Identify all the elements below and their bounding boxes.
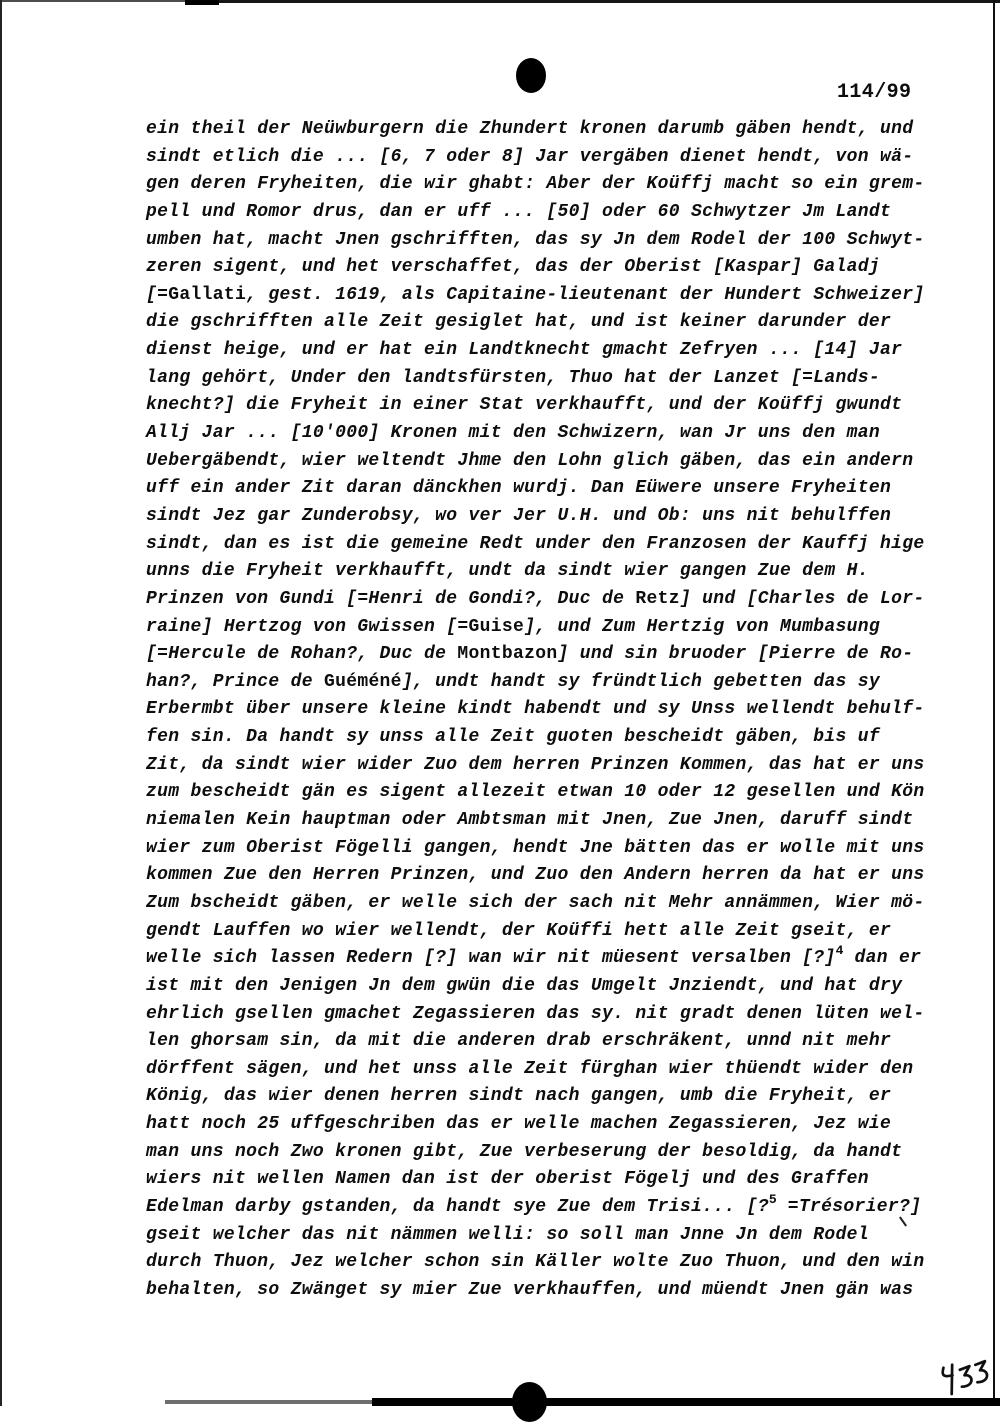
footnote-superscript: 5	[768, 1191, 777, 1207]
punch-hole-bottom-icon	[512, 1382, 547, 1422]
scan-edge-top-thick	[185, 0, 219, 5]
text-segment: niemalen Kein hauptman oder Ambtsman mit Jnen, Zue Jnen, daruff sindt	[146, 810, 914, 831]
text-segment: ], und Zum Hertzig von Mumbasung	[524, 616, 881, 637]
text-segment: die gschrifften alle Zeit gesiglet hat, und ist keiner darunder der	[146, 312, 892, 333]
text-line	[146, 669, 946, 697]
text-line	[146, 586, 946, 614]
text-line	[146, 337, 946, 365]
text-segment: Allj Jar ... [10'000] Kronen mit den Schwizern, wan Jr uns den man	[146, 423, 881, 444]
text-segment: sindt etlich die ... [6, 7 oder 8] Jar vergäben dienet hendt, von wä-	[146, 146, 914, 167]
text-segment: ], undt handt sy fründtlich gebetten das sy	[401, 671, 881, 692]
text-line	[146, 890, 946, 918]
text-line	[146, 779, 946, 807]
text-segment: durch Thuon, Jez welcher schon sin Käller wolte Zuo Thuon, und den win	[146, 1252, 925, 1273]
text-line	[146, 1191, 946, 1222]
text-line	[146, 1139, 946, 1167]
text-segment: ein theil der Neüwburgern die Zhundert kronen darumb gäben hendt, und	[146, 119, 914, 139]
punch-hole-top-icon	[516, 58, 546, 93]
text-segment: man uns noch Zwo kronen gibt, Zue verbeserung der besoldig, da handt	[146, 1141, 903, 1162]
handwritten-433-strokes	[936, 1356, 998, 1402]
scan-edge-right	[993, 0, 995, 1406]
text-segment: wier zum Oberist Fögelli gangen, hendt Jne bätten das er wolle mit uns	[146, 837, 925, 858]
text-line	[146, 752, 946, 780]
text-line	[146, 144, 946, 172]
scan-edge-top-dark	[185, 0, 1000, 3]
text-segment: len ghorsam sin, da mit die anderen drab erschräkent, unnd nit mehr	[146, 1031, 892, 1052]
text-segment: hatt noch 25 uffgeschriben das er welle machen Zegassieren, Jez wie	[146, 1114, 892, 1135]
text-line	[146, 420, 946, 448]
text-line	[146, 1083, 946, 1111]
text-segment: [=Hercule de Rohan?, Duc de	[146, 644, 458, 665]
scan-edge-bottom-gray	[165, 1400, 377, 1404]
text-segment: wiers nit wellen Namen dan ist der oberist Fögelj und des Graffen	[146, 1169, 869, 1190]
text-segment: sindt Jez gar Zunderobsy, wo ver Jer U.H. und Ob: uns nit behulffen	[146, 505, 892, 526]
text-line	[146, 696, 946, 724]
text-segment: dienst heige, und er hat ein Landtknecht gmacht Zefryen ... [14] Jar	[146, 340, 903, 361]
text-segment: Zum bscheidt gäben, er welle sich der sach nit Mehr annämmen, Wier mö-	[146, 892, 925, 913]
text-line	[146, 807, 946, 835]
text-segment: pell und Romor drus, dan er uff ... [50] oder 60 Schwytzer Jm Landt	[146, 201, 892, 222]
text-segment: König, das wier denen herren sindt nach gangen, umb die Fryheit, er	[146, 1086, 892, 1107]
text-segment: zeren sigent, und het verschaffet, das der Oberist [Kaspar] Galadj	[146, 257, 881, 278]
text-line	[146, 282, 946, 310]
text-line	[146, 1111, 946, 1139]
text-line	[146, 365, 946, 393]
text-segment: ] und sin bruoder [Pierre de Ro-	[557, 644, 914, 665]
text-line	[146, 1056, 946, 1084]
text-segment: , gest. 1619, als Capitaine-lieutenant der Hundert Schweizer]	[246, 284, 925, 305]
text-line	[146, 475, 946, 503]
text-line	[146, 1249, 946, 1277]
text-line	[146, 309, 946, 337]
text-line	[146, 641, 946, 669]
text-segment: gen deren Fryheiten, die wir ghabt: Aber der Koüffj macht so ein grem-	[146, 174, 925, 195]
text-line	[146, 1001, 946, 1029]
text-segment: Erbermbt über unsere kleine kindt habendt und sy Unss wellendt behulf-	[146, 699, 925, 720]
text-segment: han?, Prince de	[146, 671, 324, 692]
text-segment: welle sich lassen Redern [?] wan wir nit müesent versalben [?]	[146, 948, 836, 969]
text-segment: ist mit den Jenigen Jn dem gwün die das Umgelt Jnziendt, und hat dry	[146, 975, 903, 996]
text-line	[146, 531, 946, 559]
text-line	[146, 614, 946, 642]
text-segment: fen sin. Da handt sy unss alle Zeit guoten bescheidt gäben, bis uf	[146, 727, 881, 748]
text-line	[146, 558, 946, 586]
emphasized-name: Montbazon	[457, 644, 558, 665]
document-text	[146, 116, 946, 1305]
text-line	[146, 1277, 946, 1305]
scan-edge-left	[0, 0, 2, 1406]
text-segment: Zit, da sindt wier wider Zuo dem herren Prinzen Kommen, das hat er uns	[146, 754, 925, 775]
text-line	[146, 1028, 946, 1056]
text-segment: sindt, dan es ist die gemeine Redt under den Franzosen der Kauffj hige	[146, 533, 925, 554]
handwritten-page-number	[936, 1356, 998, 1402]
text-segment: umben hat, macht Jnen gschrifften, das sy Jn dem Rodel der 100 Schwyt-	[146, 229, 925, 250]
text-segment: uff ein ander Zit daran dänckhen wurdj. Dan Eüwere unsere Fryheiten	[146, 478, 892, 499]
text-line	[146, 1222, 946, 1250]
text-segment: zum bescheidt gän es sigent allezeit etwan 10 oder 12 gesellen und Kön	[146, 782, 925, 803]
text-line	[146, 1166, 946, 1194]
text-segment: ] und [Charles de Lor-	[679, 588, 925, 609]
text-line	[146, 862, 946, 890]
emphasized-name: Guéméné	[323, 671, 402, 692]
text-segment: behalten, so Zwänget sy mier Zue verkhauffen, und müendt Jnen gän was	[146, 1279, 914, 1300]
text-line	[146, 254, 946, 282]
text-segment: Uebergäbendt, wier weltendt Jhme den Lohn glich gäben, das ein andern	[146, 450, 914, 471]
text-segment: lang gehört, Under den landtsfürsten, Thuo hat der Lanzet [=Lands-	[146, 367, 881, 388]
text-line	[146, 116, 946, 144]
text-line	[146, 973, 946, 1001]
text-segment: ehrlich gsellen gmachet Zegassieren das sy. nit gradt denen lüten wel-	[146, 1003, 925, 1024]
text-line	[146, 724, 946, 752]
text-line	[146, 199, 946, 227]
text-segment: Prinzen von Gundi [=Henri de Gondi?, Duc de	[146, 588, 636, 609]
text-segment: gseit welcher das nit nämmen welli: so soll man Jnne Jn dem Rodel	[146, 1224, 869, 1245]
text-segment: gendt Lauffen wo wier wellendt, der Koüffi hett alle Zeit gseit, er	[146, 920, 892, 941]
scan-edge-bottom	[372, 1398, 1000, 1406]
text-line	[146, 918, 946, 946]
footnote-superscript: 4	[835, 943, 844, 959]
text-line	[146, 503, 946, 531]
emphasized-name: Retz	[635, 588, 680, 609]
emphasized-name: Gallati	[168, 284, 247, 305]
text-line	[146, 448, 946, 476]
text-line	[146, 227, 946, 255]
emphasized-name: Guise	[468, 616, 525, 637]
text-segment: knecht?] die Fryheit in einer Stat verkhaufft, und der Koüffj gwundt	[146, 395, 903, 416]
text-line	[146, 835, 946, 863]
text-line	[146, 945, 946, 973]
text-line	[146, 171, 946, 199]
page-number: 114/99	[837, 81, 912, 104]
text-segment: dörffent sägen, und het unss alle Zeit fürghan wier thüendt wider den	[146, 1058, 914, 1079]
text-segment: raine] Hertzog von Gwissen [=	[146, 616, 469, 637]
text-segment: [=	[146, 284, 169, 305]
text-segment: kommen Zue den Herren Prinzen, und Zuo den Andern herren da hat er uns	[146, 865, 925, 886]
text-segment: dan er	[843, 948, 922, 969]
text-segment: unns die Fryheit verkhaufft, undt da sindt wier gangen Zue dem H.	[146, 561, 869, 582]
text-line	[146, 392, 946, 420]
text-segment: =Trésorier?]	[776, 1196, 922, 1217]
text-segment: Edelman darby gstanden, da handt sye Zue dem Trisi... [?	[146, 1196, 769, 1217]
